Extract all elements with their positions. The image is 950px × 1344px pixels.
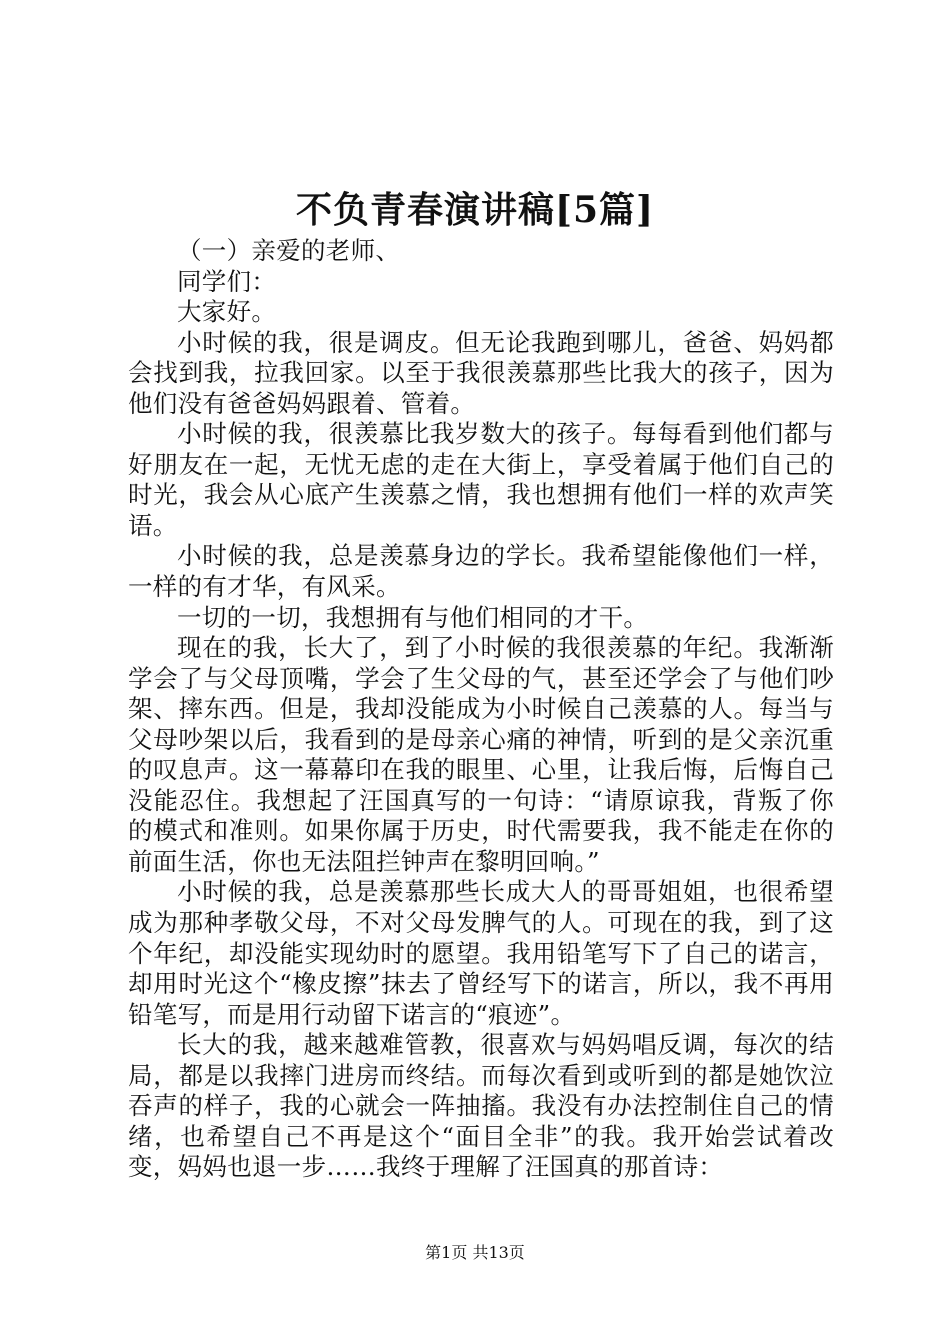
page-footer: 第1页 共13页 [425, 1243, 525, 1262]
document-body [128, 236, 834, 1183]
paragraph: 现在的我，长大了，到了小时候的我很羡慕的年纪。我渐渐学会了与父母顶嘴，学会了生父母的气，甚至还学会了与他们吵架、摔东西。但是，我却没能成为小时候自己羡慕的人。每当与父母吵架以后，我看到的是母亲心痛的神情，听到的是父亲沉重的叹息声。这一幕幕印在我的眼里、心里，让我后悔，后悔自己没能忍住。我想起了汪国真写的一句诗：“请原谅我，背叛了你的模式和准则。如果你属于历史，时代需要我，我不能走在你的前面生活，你也无法阻拦钟声在黎明回响。” [128, 633, 834, 876]
paragraph: 小时候的我，总是羡慕那些长成大人的哥哥姐姐，也很希望成为那种孝敬父母，不对父母发脾气的人。可现在的我，到了这个年纪，却没能实现幼时的愿望。我用铅笔写下了自己的诺言，却用时光这个“橡皮擦”抹去了曾经写下的诺言，所以，我不再用铅笔写，而是用行动留下诺言的“痕迹”。 [128, 877, 834, 1029]
paragraph: （一）亲爱的老师、 [177, 236, 401, 265]
paragraph: 小时候的我，很是调皮。但无论我跑到哪儿，爸爸、妈妈都会找到我，拉我回家。以至于我很羡慕那些比我大的孩子，因为他们没有爸爸妈妈跟着、管着。 [128, 327, 834, 418]
paragraph: 同学们： [177, 266, 277, 296]
paragraph: 长大的我，越来越难管教，很喜欢与妈妈唱反调，每次的结局，都是以我摔门进房而终结。而每次看到或听到的都是她饮泣吞声的样子，我的心就会一阵抽搐。我没有办法控制住自己的情绪，也希望自己不再是这个“面目全非”的我。我开始尝试着改变，妈妈也退一步……我终于理解了汪国真的那首诗： [128, 1030, 834, 1182]
document-title: 不负青春演讲稿[5篇] [295, 189, 655, 231]
paragraph: 小时候的我，总是羡慕身边的学长。我希望能像他们一样，一样的有才华，有风采。 [128, 541, 834, 602]
paragraph: 小时候的我，很羡慕比我岁数大的孩子。每每看到他们都与好朋友在一起，无忧无虑的走在大街上，享受着属于他们自己的时光，我会从心底产生羡慕之情，我也想拥有他们一样的欢声笑语。 [128, 419, 834, 540]
paragraph: 一切的一切，我想拥有与他们相同的才干。 [177, 602, 649, 632]
paragraph: 大家好。 [177, 297, 277, 327]
